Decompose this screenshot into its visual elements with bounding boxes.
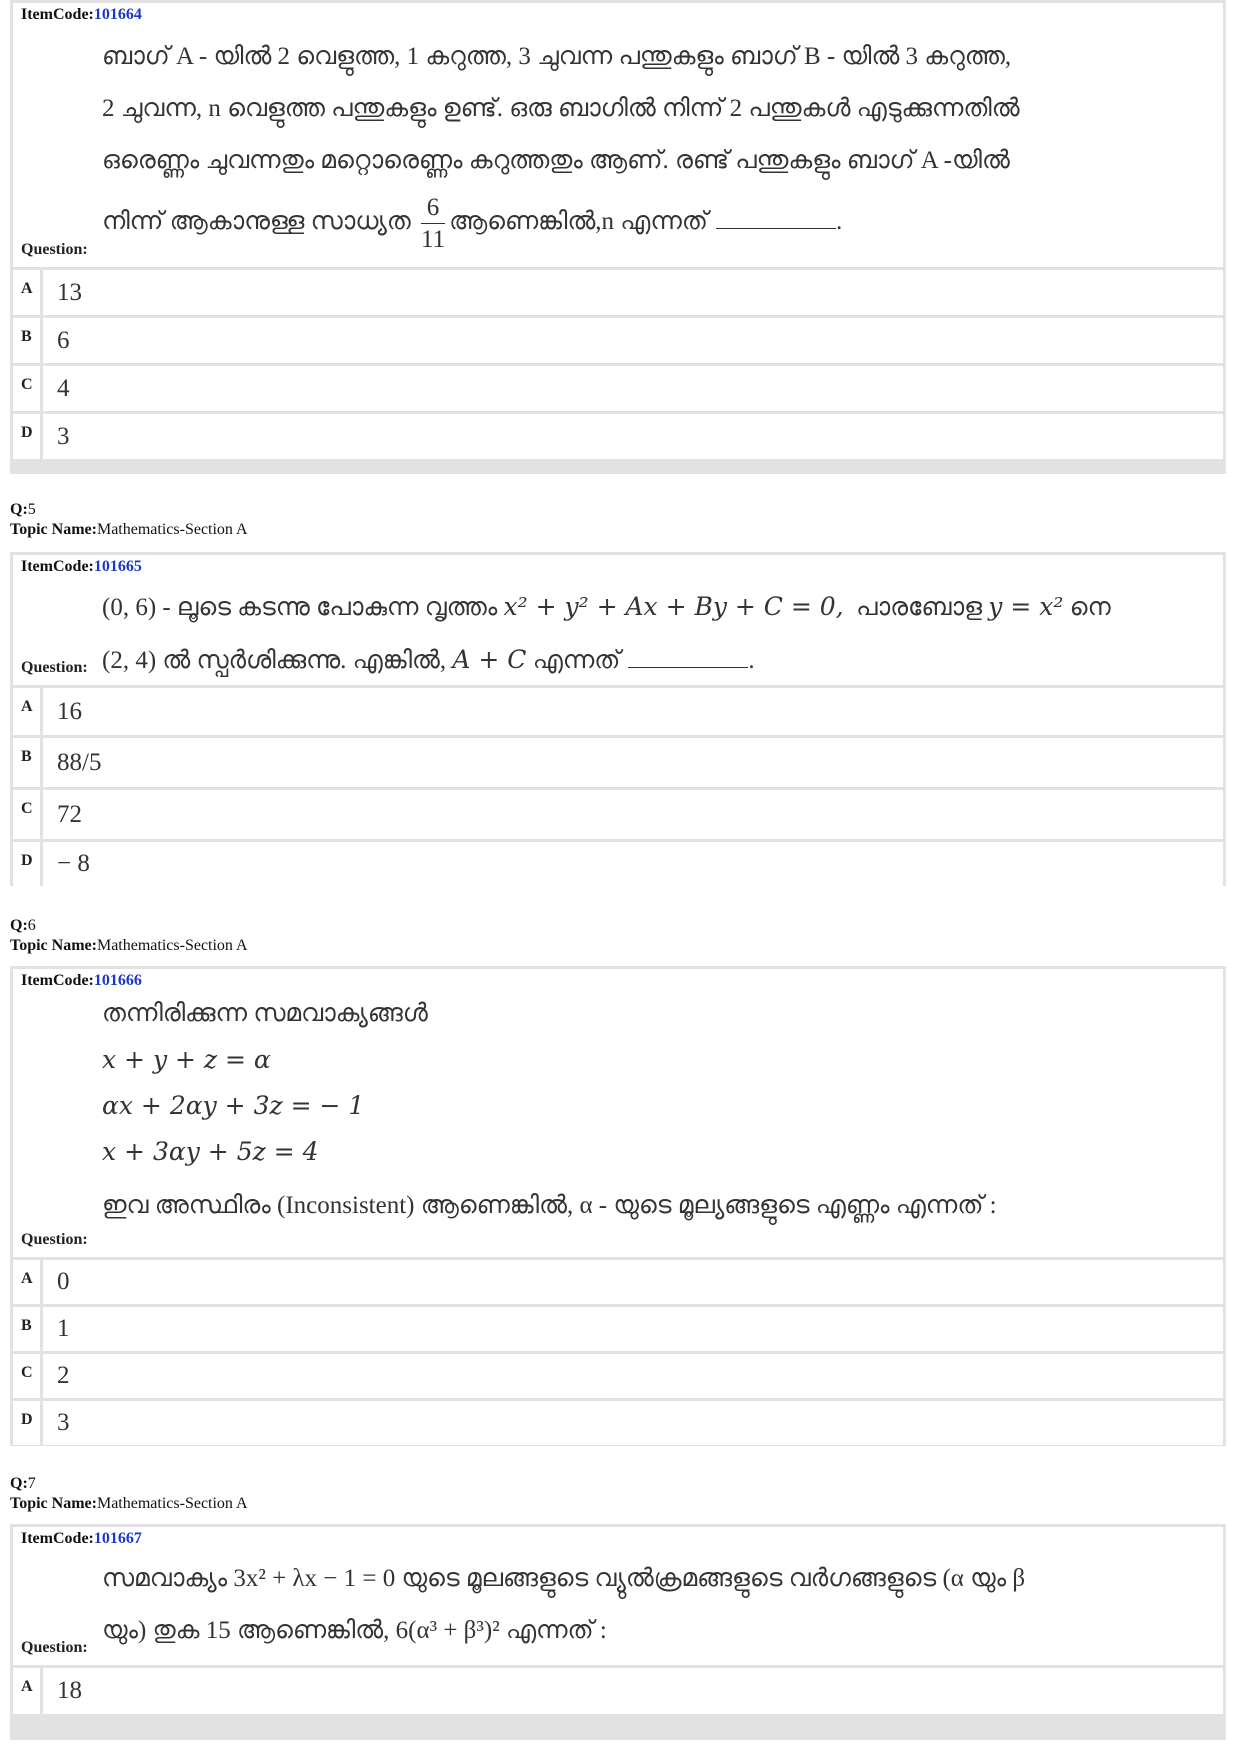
question-line: തന്നിരിക്കുന്ന സമവാക്യങ്ങൾ — [102, 1000, 428, 1027]
question-number: 5 — [27, 501, 36, 518]
question-text — [102, 1553, 1211, 1657]
equation-2: αx + 2αy + 3z = − 1 — [102, 1091, 365, 1120]
item-code-value: 101664 — [93, 6, 142, 23]
option-b[interactable]: B 1 — [13, 1307, 1223, 1351]
option-a[interactable]: A 16 — [13, 688, 1223, 735]
item-code: ItemCode:101664 — [21, 6, 142, 23]
option-c[interactable]: C 72 — [13, 790, 1223, 839]
question-line: 2 ചുവന്ന, n വെളുത്ത പന്തുകളും ഉണ്ട്. ഒരു ബാഗിൽ നിന്ന് 2 പന്തുകൾ എടുക്കുന്നതിൽ — [102, 95, 1020, 122]
option-b[interactable]: B 88/5 — [13, 738, 1223, 787]
question-block-101665 — [10, 552, 1226, 886]
question-label: Question: — [21, 659, 88, 676]
option-a[interactable]: A 13 — [13, 270, 1223, 315]
question-panel — [13, 555, 1223, 685]
item-code-value: 101667 — [93, 1530, 142, 1547]
question-line: (0, 6) - ലൂടെ കടന്നു പോകുന്ന വൃത്തം x² + y² + Ax + By + C = 0, പാരബോള y = x² നെ — [102, 592, 1111, 621]
option-a[interactable]: A 0 — [13, 1260, 1223, 1304]
question-line: ഒരെണ്ണം ചുവന്നതും മറ്റൊരെണ്ണം കറുത്തതും ആണ്. രണ്ട് പന്തുകളും ബാഗ് A -യിൽ — [102, 147, 1010, 174]
equation-3: x + 3αy + 5z = 4 — [102, 1137, 319, 1166]
question-meta-7: Q:7 Topic Name:Mathematics-Section A — [10, 1475, 248, 1512]
topic-name: Mathematics-Section A — [96, 521, 248, 538]
question-label: Question: — [21, 1639, 88, 1656]
question-panel — [13, 3, 1223, 267]
question-number: 6 — [27, 917, 36, 934]
question-line: സമവാക്യം 3x² + λx − 1 = 0 യുടെ മൂലങ്ങളുടെ വ്യുൽക്രമങ്ങളുടെ വർഗങ്ങളുടെ (α യും β — [102, 1565, 1026, 1592]
answer-blank — [716, 206, 836, 229]
option-d[interactable]: D − 8 — [13, 842, 1223, 886]
item-code: ItemCode:101665 — [21, 558, 142, 575]
question-label: Question: — [21, 241, 88, 258]
item-code-value: 101665 — [93, 558, 142, 575]
question-panel — [13, 1527, 1223, 1665]
question-meta-5: Q:5 Topic Name:Mathematics-Section A — [10, 501, 248, 538]
question-line: നിന്ന് ആകാനുള്ള സാധ്യത $\frac{6}{11}$ ആണെങ്കിൽ,n എന്നത് . — [102, 194, 843, 253]
fraction: $\frac{6}{11}$ — [421, 194, 446, 253]
equation-1: x + y + z = α — [102, 1045, 271, 1074]
item-code: ItemCode:101666 — [21, 972, 142, 989]
question-block-101666 — [10, 966, 1226, 1446]
item-code-value: 101666 — [93, 972, 142, 989]
answer-blank — [628, 645, 748, 668]
question-panel — [13, 969, 1223, 1257]
topic-name: Mathematics-Section A — [96, 1495, 248, 1512]
question-line: ഇവ അസ്ഥിരം (Inconsistent) ആണെങ്കിൽ, α - യുടെ മൂല്യങ്ങളുടെ എണ്ണം എന്നത് : — [102, 1192, 997, 1219]
option-d[interactable]: D 3 — [13, 1401, 1223, 1445]
question-meta-6: Q:6 Topic Name:Mathematics-Section A — [10, 917, 248, 954]
option-c[interactable]: C 2 — [13, 1354, 1223, 1398]
option-a[interactable]: A 18 — [13, 1668, 1223, 1714]
item-code: ItemCode:101667 — [21, 1530, 142, 1547]
question-text — [102, 581, 1211, 687]
question-line: (2, 4) ൽ സ്പർശിക്കുന്നു. എങ്കിൽ, A + C എന്നത് . — [102, 645, 755, 674]
question-line: യും) തുക 15 ആണെങ്കിൽ, 6(α³ + β³)² എന്നത് : — [102, 1617, 607, 1644]
question-label: Question: — [21, 1231, 88, 1248]
question-line: ബാഗ് A - യിൽ 2 വെളുത്ത, 1 കറുത്ത, 3 ചുവന്ന പന്തുകളും ബാഗ് B - യിൽ 3 കറുത്ത, — [102, 43, 1012, 70]
question-text — [102, 991, 1211, 1229]
question-block-101667 — [10, 1524, 1226, 1740]
option-d[interactable]: D 3 — [13, 414, 1223, 459]
question-block-101664 — [10, 0, 1226, 474]
option-b[interactable]: B 6 — [13, 318, 1223, 363]
question-number: 7 — [27, 1475, 36, 1492]
topic-name: Mathematics-Section A — [96, 937, 248, 954]
option-c[interactable]: C 4 — [13, 366, 1223, 411]
question-text — [102, 31, 1211, 252]
